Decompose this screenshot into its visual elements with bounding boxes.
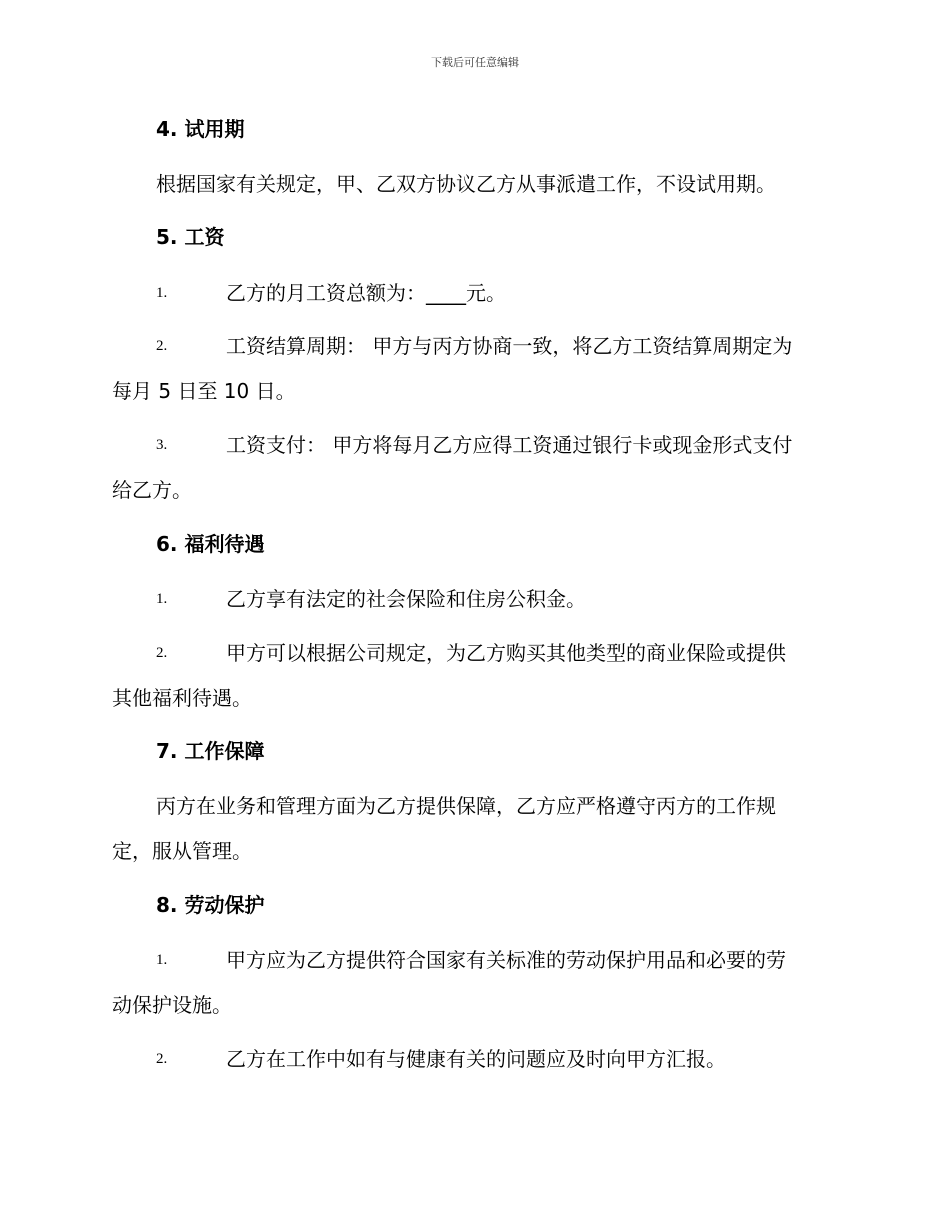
- list-item-text: 甲方应为乙方提供符合国家有关标准的劳动保护用品和必要的劳: [226, 948, 786, 972]
- list-number: 3.: [156, 437, 168, 453]
- list-item-text: 甲方可以根据公司规定，为乙方购买其他类型的商业保险或提供: [226, 641, 786, 665]
- list-number: 2.: [156, 645, 168, 661]
- list-item-continuation: 给乙方。: [112, 478, 192, 502]
- section-heading: 8. 劳动保护: [156, 893, 265, 917]
- list-item-continuation: 其他福利待遇。: [112, 686, 252, 710]
- page-header: 下载后可任意编辑: [431, 56, 519, 69]
- section-heading: 4. 试用期: [156, 117, 245, 141]
- list-item-text: 工资结算周期： 甲方与丙方协商一致，将乙方工资结算周期定为: [226, 334, 793, 358]
- section-heading: 5. 工资: [156, 225, 225, 249]
- list-item-text: 乙方在工作中如有与健康有关的问题应及时向甲方汇报。: [226, 1047, 726, 1071]
- paragraph-continuation: 定，服从管理。: [112, 839, 252, 863]
- list-number: 1.: [156, 591, 168, 607]
- list-item-text: 工资支付： 甲方将每月乙方应得工资通过银行卡或现金形式支付: [226, 433, 793, 457]
- list-item-text: 乙方享有法定的社会保险和住房公积金。: [226, 587, 586, 611]
- section-heading: 6. 福利待遇: [156, 532, 265, 556]
- section-heading: 7. 工作保障: [156, 739, 265, 763]
- list-number: 1.: [156, 285, 168, 301]
- paragraph: 根据国家有关规定，甲、乙双方协议乙方从事派遣工作，不设试用期。: [156, 172, 776, 196]
- list-item-continuation: 动保护设施。: [112, 993, 232, 1017]
- paragraph: 丙方在业务和管理方面为乙方提供保障，乙方应严格遵守丙方的工作规: [156, 794, 776, 818]
- list-item-continuation: 每月 5 日至 10 日。: [112, 379, 296, 403]
- list-number: 2.: [156, 338, 168, 354]
- list-item-text: 乙方的月工资总额为：____元。: [226, 281, 506, 305]
- list-number: 2.: [156, 1051, 168, 1067]
- list-number: 1.: [156, 952, 168, 968]
